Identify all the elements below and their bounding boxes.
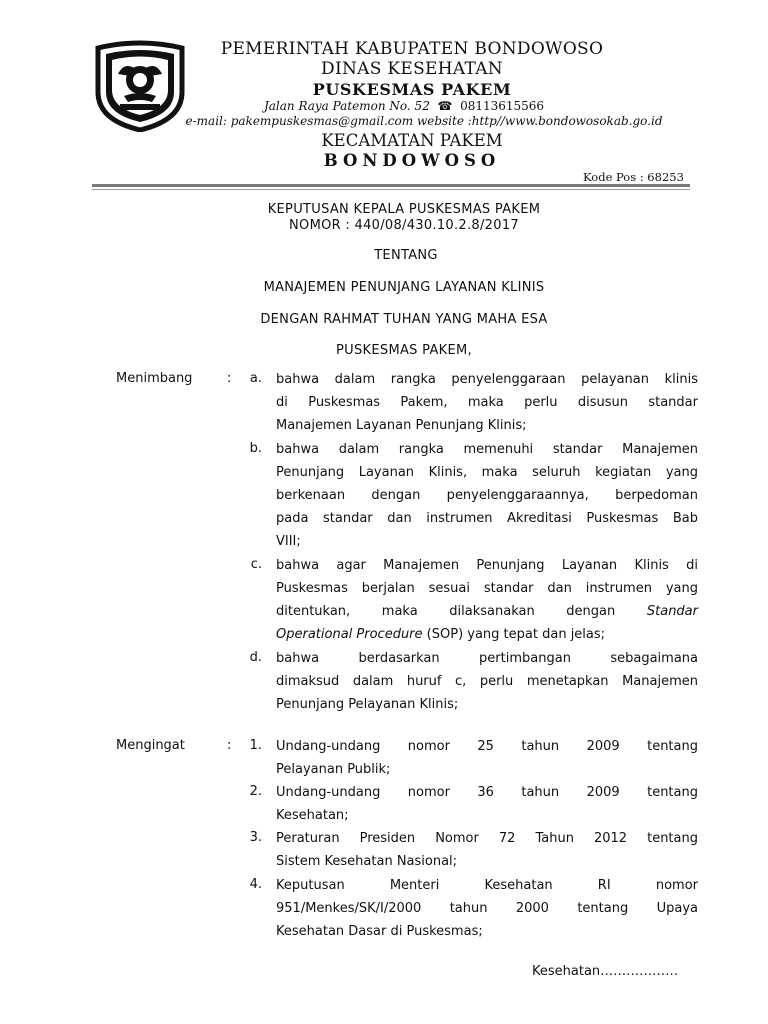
mengingat-item-2-mark: 2. (249, 784, 262, 799)
menimbang-item-d-line: dimaksud dalam huruf c, perlu menetapkan Manajemen (276, 674, 698, 689)
mengingat-item-1-line: Pelayanan Publik; (276, 762, 391, 777)
menimbang-item-a-mark: a. (249, 371, 262, 386)
menimbang-item-b-line: berkenaan dengan penyelenggaraannya, berpedoman (276, 488, 698, 503)
mengingat-item-4-line: Kesehatan Dasar di Puskesmas; (276, 924, 483, 939)
menimbang-item-b-line: VIII; (276, 534, 301, 549)
mengingat-item-2-line: Kesehatan; (276, 808, 349, 823)
menimbang-item-c-mark: c. (250, 557, 262, 572)
menimbang-item-c-line (276, 626, 698, 644)
mengingat-item-3-line: Peraturan Presiden Nomor 72 Tahun 2012 tentang (276, 831, 698, 846)
menimbang-item-b-line: pada standar dan instrumen Akreditasi Puskesmas Bab (276, 511, 698, 526)
letterhead-postal-code: Kode Pos : 68253 (583, 170, 684, 184)
menimbang-item-b-mark: b. (249, 441, 262, 456)
menimbang-item-c-text: (SOP) yang tepat dan jelas; (426, 627, 606, 642)
mengingat-item-4-line: 951/Menkes/SK/I/2000 tahun 2000 tentang Upaya (276, 901, 698, 916)
menimbang-item-d-line: bahwa berdasarkan pertimbangan sebagaimana (276, 651, 698, 666)
menimbang-item-a-line: bahwa dalam rangka penyelenggaraan pelayanan klinis (276, 372, 698, 387)
mengingat-label: Mengingat (116, 738, 185, 753)
letterhead-divider-thin (92, 189, 690, 190)
telephone-icon: ☎ (437, 99, 453, 113)
menimbang-item-b-line: Penunjang Layanan Klinis, maka seluruh kegiatan yang (276, 465, 698, 480)
mengingat-item-3-mark: 3. (249, 830, 262, 845)
menimbang-item-a-line: di Puskesmas Pakem, maka perlu disusun standar (276, 395, 698, 410)
menimbang-item-c-italic: Operational Procedure (276, 627, 423, 642)
letterhead-address-line (20, 99, 768, 113)
menimbang-item-c-line (276, 603, 698, 621)
mengingat-item-1-mark: 1. (249, 738, 262, 753)
mengingat-item-4-mark: 4. (249, 877, 262, 892)
mengingat-colon: : (227, 738, 232, 753)
menimbang-item-a-line: Manajemen Layanan Penunjang Klinis; (276, 418, 527, 433)
menimbang-item-d-line: Penunjang Pelayanan Klinis; (276, 697, 459, 712)
mengingat-item-1-line: Undang-undang nomor 25 tahun 2009 tentang (276, 739, 698, 754)
page-continuation: Kesehatan……………… (532, 964, 679, 979)
letterhead-government: PEMERINTAH KABUPATEN BONDOWOSO (220, 39, 604, 59)
mengingat-item-2-line: Undang-undang nomor 36 tahun 2009 tentang (276, 785, 698, 800)
menimbang-item-c-text: ditentukan, maka dilaksanakan dengan (276, 604, 616, 619)
decree-grace: DENGAN RAHMAT TUHAN YANG MAHA ESA (260, 312, 548, 327)
letterhead-address: Jalan Raya Patemon No. 52 (263, 99, 430, 113)
menimbang-colon: : (227, 371, 232, 386)
decree-title: KEPUTUSAN KEPALA PUSKESMAS PAKEM (267, 202, 541, 217)
letterhead-regency: BONDOWOSO (323, 151, 501, 170)
decree-number: NOMOR : 440/08/430.10.2.8/2017 (289, 218, 519, 233)
decree-subject: MANAJEMEN PENUNJANG LAYANAN KLINIS (263, 280, 545, 295)
menimbang-item-c-line: Puskesmas berjalan sesuai standar dan instrumen yang (276, 581, 698, 596)
mengingat-item-4-line: Keputusan Menteri Kesehatan RI nomor (276, 878, 698, 893)
menimbang-item-b-line: bahwa dalam rangka memenuhi standar Manajemen (276, 442, 698, 457)
letterhead-divider (92, 184, 690, 187)
menimbang-item-d-mark: d. (249, 650, 262, 665)
mengingat-item-3-line: Sistem Kesehatan Nasional; (276, 854, 458, 869)
letterhead-email-website: e-mail: pakempuskesmas@gmail.com website :http//www.bondowosokab.go.id (185, 114, 663, 128)
letterhead-institution: PUSKESMAS PAKEM (312, 80, 512, 99)
letterhead-department: DINAS KESEHATAN (321, 59, 503, 79)
letterhead-phone: 08113615566 (460, 99, 545, 113)
menimbang-item-c-line: bahwa agar Manajemen Penunjang Layanan Klinis di (276, 558, 698, 573)
letterhead-district: KECAMATAN PAKEM (321, 131, 503, 150)
decree-about: TENTANG (374, 248, 438, 263)
menimbang-label: Menimbang (116, 371, 193, 386)
decree-issuer: PUSKESMAS PAKEM, (336, 343, 472, 358)
menimbang-item-c-italic: Standar (646, 604, 698, 619)
